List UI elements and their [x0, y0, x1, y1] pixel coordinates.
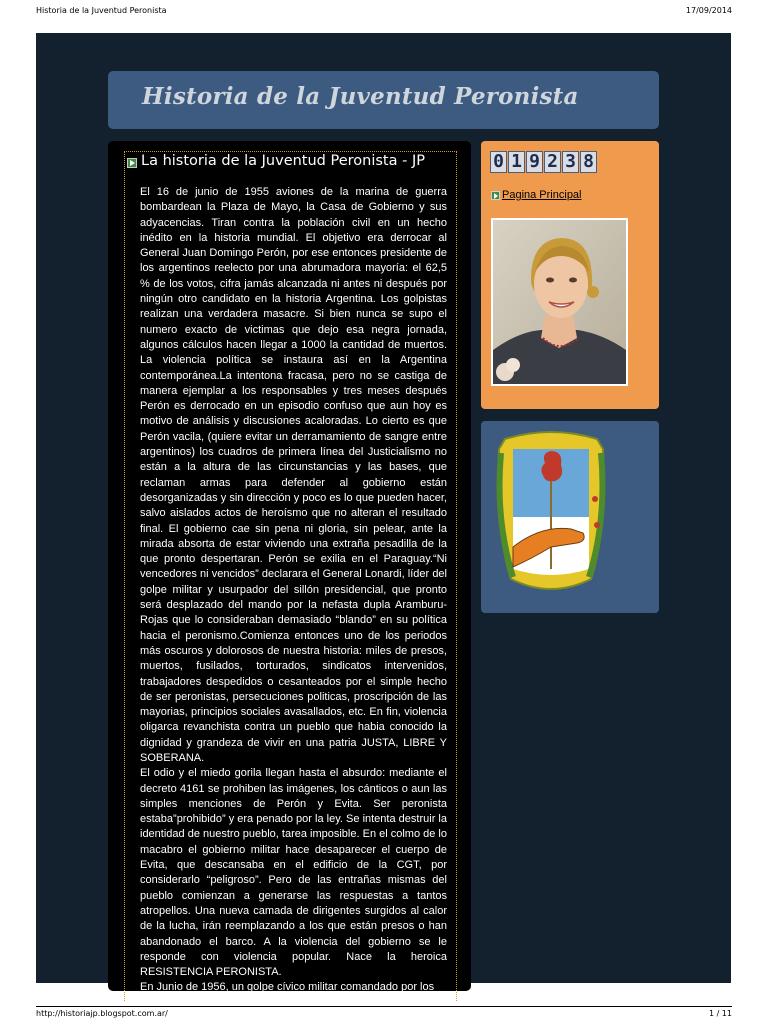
counter-digit: 1 — [508, 151, 525, 173]
portrait-svg — [493, 220, 626, 384]
print-footer — [36, 1006, 732, 1018]
post — [108, 141, 471, 994]
counter-digit: 8 — [580, 151, 597, 173]
blog-page — [36, 33, 731, 994]
counter-digit: 9 — [526, 151, 543, 173]
post-title[interactable]: La historia de la Juventud Peronista - JP — [141, 153, 425, 169]
print-header-title: Historia de la Juventud Peronista — [36, 6, 167, 15]
post-paragraph: El odio y el miedo gorila llegan hasta el absurdo: mediante el decreto 4161 se prohiben las imágenes, los cánticos o aun las simples menciones de Perón y Evita. Ser peronista estaba”prohibido” y era penado por la ley. Se intenta destruir la identidad de nuestro pueblo, tarea imposible. En el colmo de lo macabro el gobierno militar hace desaparecer el cuerpo de Evita, que descansaba en el edificio de la CGT, por considerarlo “peligroso”. Pero de las entrañas mismas del pueblo comienzan a generarse las respuestas a tantos atropellos. Una nueva camada de dirigentes surgidos al calor de la lucha, irán reemplazando a los que están presos o han abandonado el barco. A la violencia del gobierno se le responde con violencia popular. Nace la heroica RESISTENCIA PERONISTA. — [140, 767, 447, 979]
counter-digit: 2 — [544, 151, 561, 173]
arrow-icon — [127, 158, 137, 168]
counter-digit: 0 — [490, 151, 507, 173]
print-header-date: 17/09/2014 — [685, 6, 732, 15]
visit-counter — [490, 151, 598, 173]
arrow-icon — [491, 191, 500, 200]
print-header — [36, 6, 732, 20]
post-paragraph: El 16 de junio de 1955 aviones de la marina de guerra bombardean la Plaza de Mayo, la Casa de Gobierno y sus adyacencias. Tiran contra la población civil en un hecho inédito en la historia mundial. El objetivo era derrocar al General Juan Domingo Perón, por ese entonces presidente de los argentinos reelecto por una abrumadora mayoría: el 62,5 % de los votos, cifra jamás alcanzada ni antes ni después por ningún otro candidato en la historia Argentina. Los golpistas realizan una verdadera masacre. Si bien nunca se supo el numero exacto de victimas que dejo esa negra jornada, algunos cálculos hacen llegar a 1000 la cantidad de muertos. La violencia política se instaura así en la Argentina contemporánea.La intentona fracasa, pero no se castiga de manera ejemplar a los responsables y tres meses después Perón es derrocado en un episodio confuso que aun hoy es motivo de análisis y discusiones acaloradas. Lo cierto es que Perón vacila, (quiere evitar un derramamiento de sangre entre argentinos) los cuadros de primera línea del Justicialismo no están a la altura de las circunstancias y las bases, que reclaman armas para defender al gobierno están desorganizadas y sin dirección y poco es lo que pueden hacer, salvo aislados actos de heroísmo que no alteran el resultado final. El gobierno cae sin pena ni gloria, sin pelear, ante la mirada absorta de estar viviendo una extraña pesadilla de la que pronto despertaran. Perón se exilia en el Paraguay.“Ni vencedores ni vencidos” declarara el General Lonardi, líder del golpe militar y usurpador del sillón presidencial, que pronto será desplazado del mando por la nefasta dupla Aramburu-Rojas que lo consideraban demasiado “blando” en su política hacia el peronismo.Comienza entonces uno de los periodos más oscuros y dolorosos de nuestra historia: miles de presos, muertos, fusilados, torturados, sindicatos intervenidos, trabajadores despedidos o cesanteados por el simple hecho de ser peronistas, persecuciones politicas, proscripción de las mayorias, principios sociales avasallados, etc. En fin, violencia oligarca revanchista contra un pueblo que habia conocido la dignidad y grandeza de vivir en una patria JUSTA, LIBRE Y SOBERANA. — [140, 186, 447, 764]
portrait-image — [491, 218, 628, 386]
peronist-emblem-image — [491, 429, 611, 601]
emblem-svg — [491, 429, 611, 601]
footer-url[interactable]: http://historiajp.blogspot.com.ar/ — [36, 1009, 168, 1018]
sidebar-profile-box — [481, 141, 659, 409]
blog-title[interactable]: Historia de la Juventud Peronista — [142, 83, 579, 110]
blog-header — [108, 71, 659, 129]
home-link[interactable]: Pagina Principal — [502, 189, 582, 201]
footer-page-number: 1 / 11 — [708, 1009, 732, 1018]
counter-digit: 3 — [562, 151, 579, 173]
sidebar-emblem-box — [481, 421, 659, 613]
post-title-row — [124, 151, 457, 175]
post-paragraph: En Junio de 1956, un golpe cívico militar comandado por los — [140, 981, 435, 994]
post-body — [140, 185, 447, 996]
